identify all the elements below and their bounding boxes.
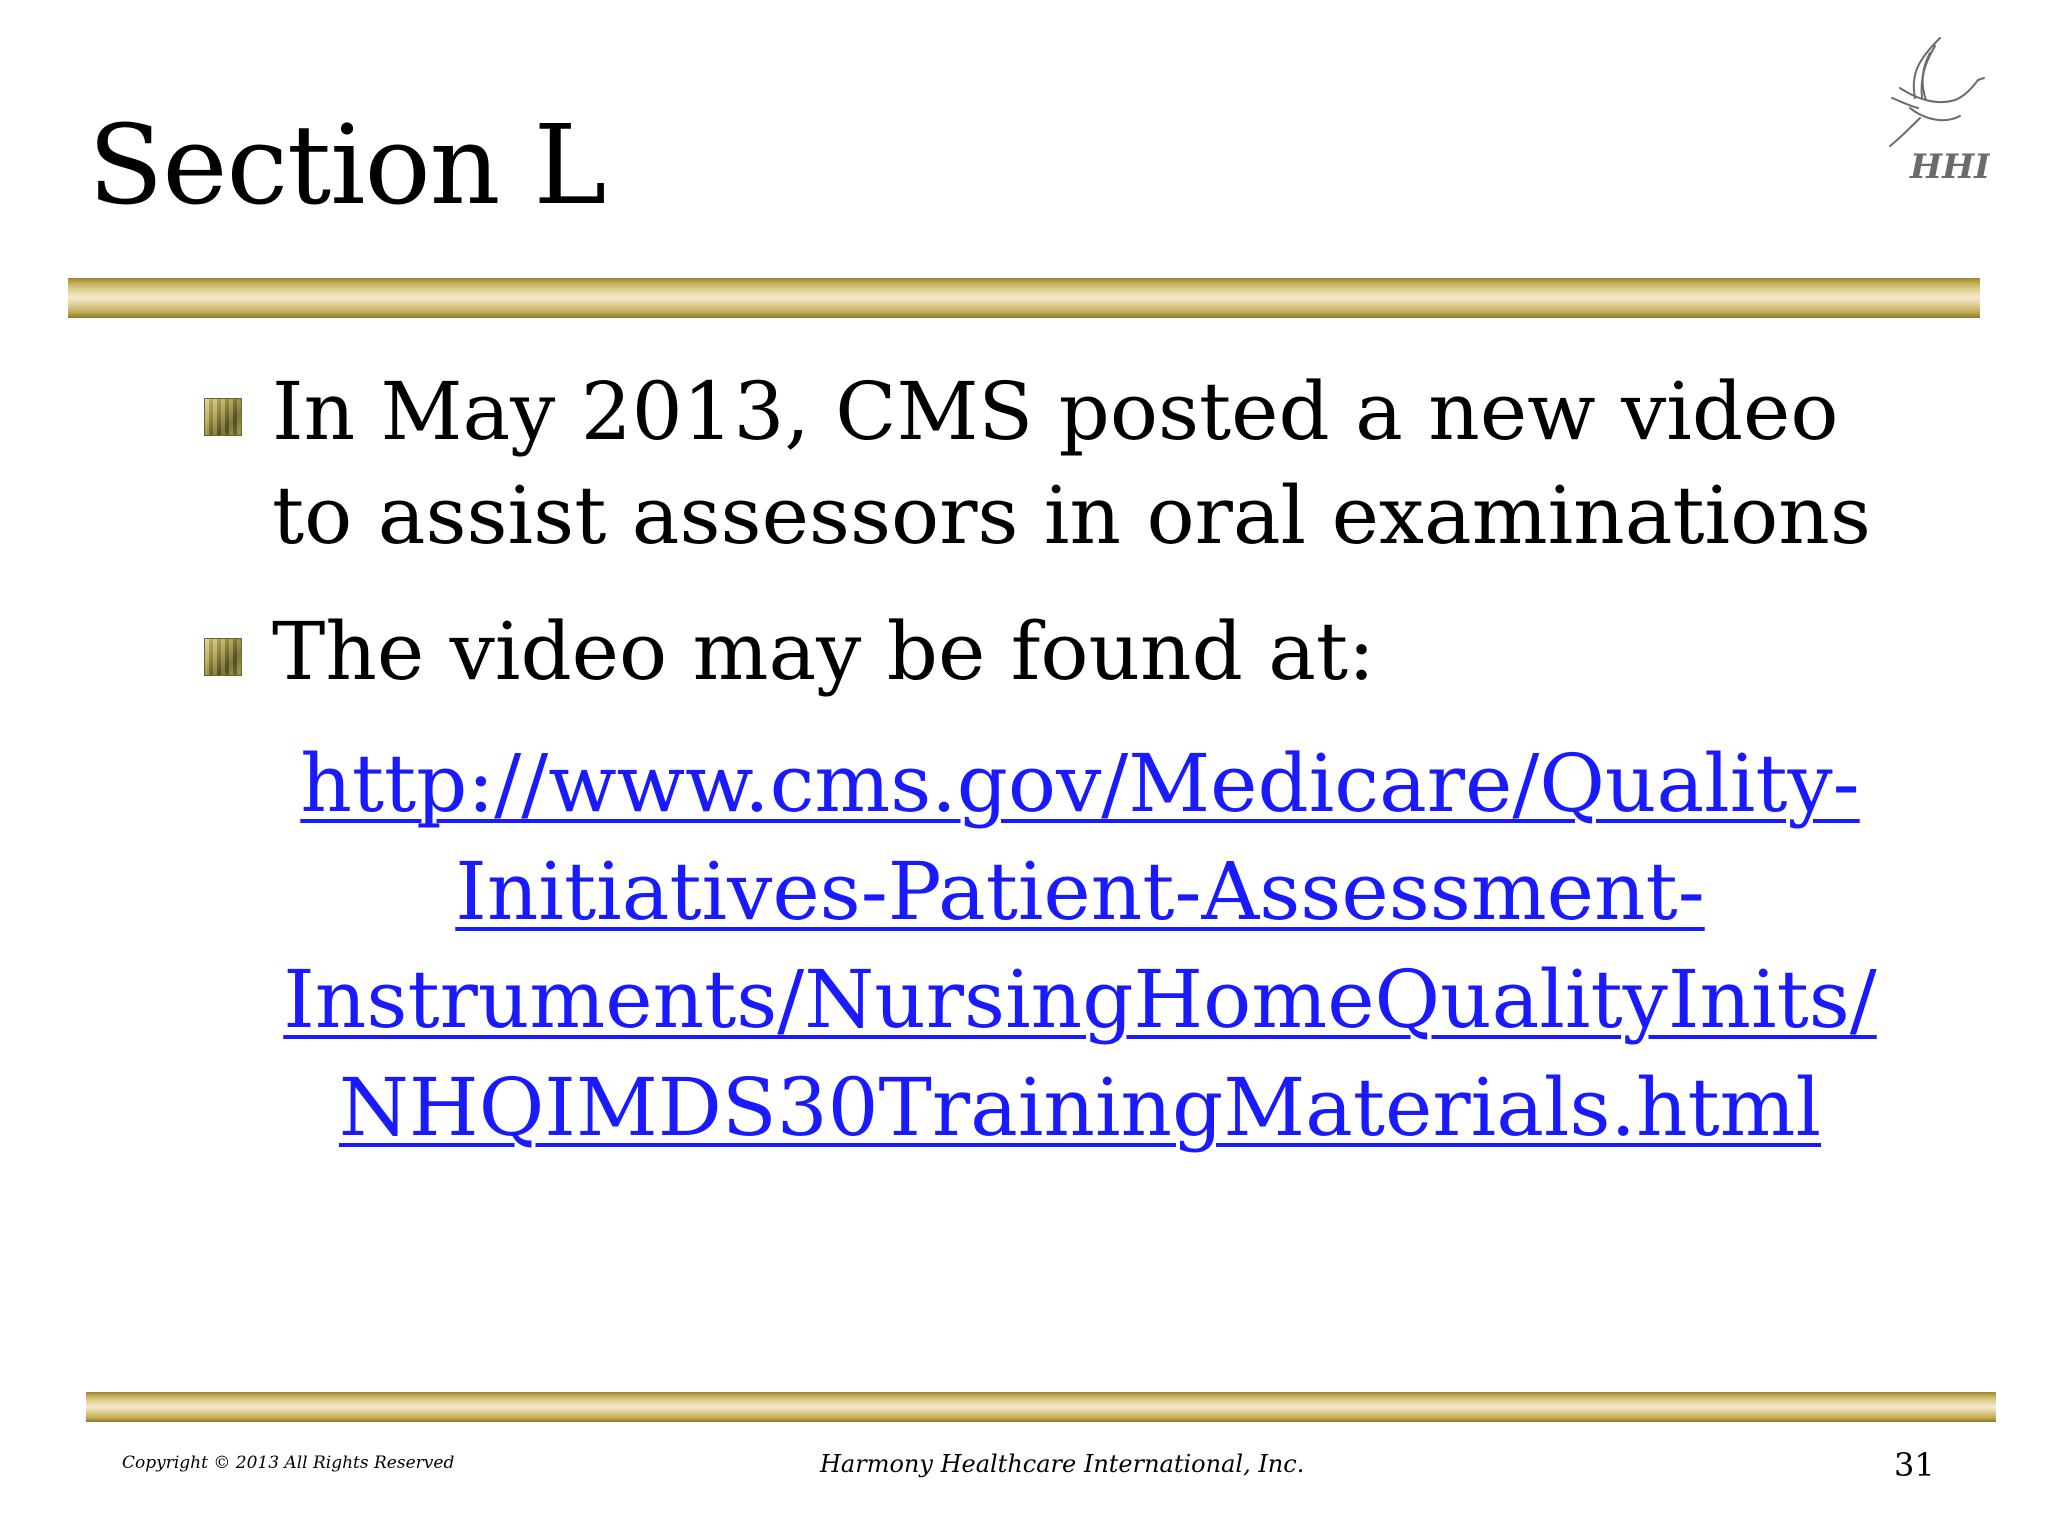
bullet-text: The video may be found at: [272,605,1376,698]
video-link[interactable] [200,730,1960,1162]
bullet-item [200,600,1920,704]
footer-copyright: Copyright © 2013 All Rights Reserved [122,1453,455,1473]
square-bullet-icon [204,398,242,436]
top-divider [68,278,1980,318]
slide-title: Section L [88,101,606,229]
logo-text: HHI [1910,147,1990,187]
link-line: http://www.cms.gov/Medicare/Quality- [300,737,1860,830]
bottom-divider [86,1392,1996,1422]
footer-company: Harmony Healthcare International, Inc. [820,1450,1305,1478]
link-line: NHQIMDS30TrainingMaterials.html [338,1061,1822,1154]
link-line: Instruments/NursingHomeQualityInits/ [283,953,1877,1046]
dove-logo-icon [1880,28,1990,198]
bullet-item [200,360,1920,568]
link-line: Initiatives-Patient-Assessment- [455,845,1705,938]
bullet-list [200,360,1920,736]
bullet-text: In May 2013, CMS posted a new video to assist assessors in oral examinations [272,365,1871,562]
square-bullet-icon [204,638,242,676]
page-number: 31 [1894,1446,1935,1484]
video-link-block [200,730,1960,1162]
